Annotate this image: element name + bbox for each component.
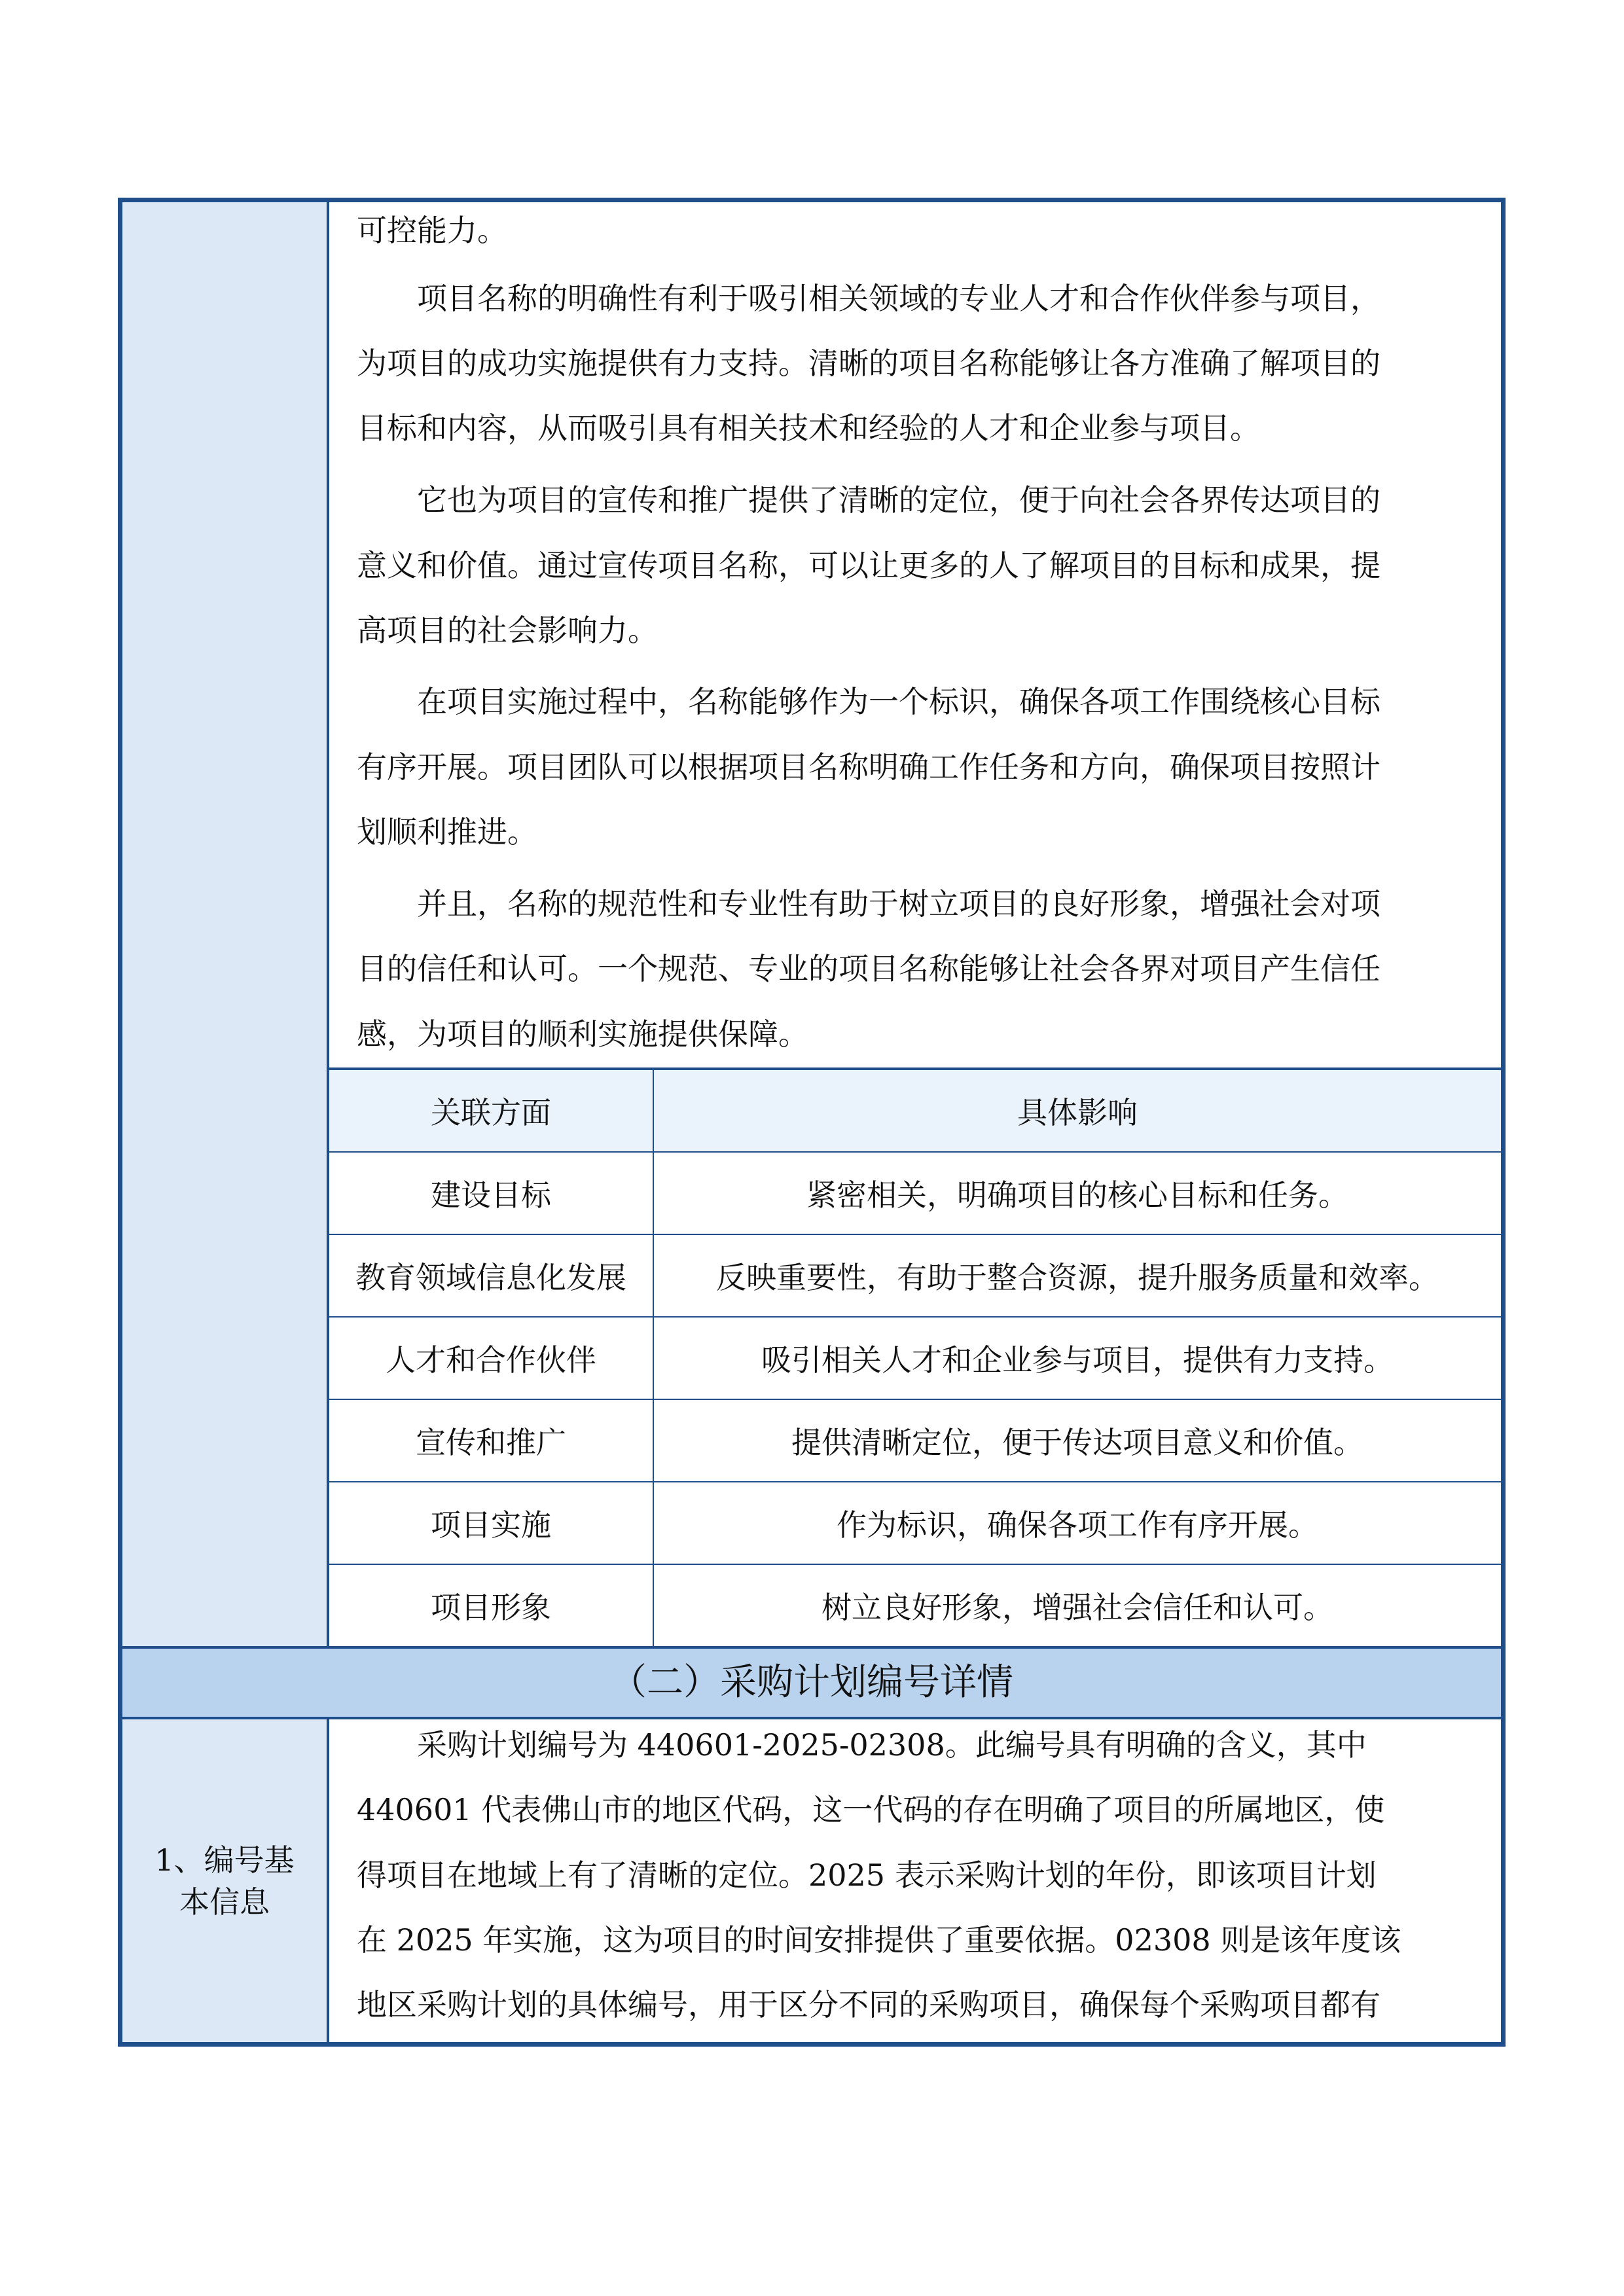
table-cell: 树立良好形象，增强社会信任和认可。 bbox=[821, 1590, 1333, 1625]
table-cell: 作为标识，确保各项工作有序开展。 bbox=[653, 1482, 1501, 1564]
table-cell: 教育领域信息化发展 bbox=[329, 1234, 653, 1317]
number-info-block bbox=[122, 1719, 1501, 2042]
table-cell: 反映重要性，有助于整合资源，提升服务质量和效率。 bbox=[653, 1234, 1501, 1317]
paragraph-line: 有序开展。项目团队可以根据项目名称明确工作任务和方向，确保项目按照计 bbox=[357, 749, 1380, 785]
paragraph-line: 意义和价值。通过宣传项目名称，可以让更多的人了解项目的目标和成果，提 bbox=[357, 548, 1380, 583]
table-cell: 项目实施 bbox=[329, 1482, 653, 1564]
table-row bbox=[329, 1482, 1501, 1564]
name-significance-block bbox=[122, 202, 1501, 1646]
significance-paragraphs bbox=[329, 202, 1501, 1067]
section-title: （二）采购计划编号详情 bbox=[122, 1646, 1501, 1719]
paragraph-line: 高项目的社会影响力。 bbox=[357, 613, 658, 648]
paragraph-line: 目的信任和认可。一个规范、专业的项目名称能够让社会各界对项目产生信任 bbox=[357, 951, 1380, 986]
paragraph-line: 采购计划编号为 440601-2025-02308。此编号具有明确的含义，其中 bbox=[417, 1727, 1367, 1763]
number-info-label-cell bbox=[122, 1719, 329, 2042]
left-label-cell bbox=[122, 202, 329, 1646]
paragraph-line: 可控能力。 bbox=[357, 213, 507, 248]
number-info-label: 1、编号基本信息 bbox=[154, 1842, 295, 1920]
paragraph-line: 目标和内容，从而吸引具有相关技术和经验的人才和企业参与项目。 bbox=[357, 410, 1260, 446]
paragraph-line: 在项目实施过程中，名称能够作为一个标识，确保各项工作围绕核心目标 bbox=[417, 684, 1380, 719]
paragraph-line: 440601 代表佛山市的地区代码，这一代码的存在明确了项目的所属地区，使 bbox=[357, 1792, 1385, 1827]
table-header-cell: 关联方面 bbox=[329, 1069, 653, 1152]
paragraph-line: 感，为项目的顺利实施提供保障。 bbox=[357, 1016, 808, 1052]
paragraph-line: 得项目在地域上有了清晰的定位。2025 表示采购计划的年份，即该项目计划 bbox=[357, 1857, 1377, 1893]
table-row bbox=[329, 1317, 1501, 1399]
right-content-cell bbox=[329, 202, 1501, 1646]
table-cell: 提供清晰定位，便于传达项目意义和价值。 bbox=[653, 1399, 1501, 1482]
table-header-cell: 具体影响 bbox=[653, 1069, 1501, 1152]
paragraph-line: 项目名称的明确性有利于吸引相关领域的专业人才和合作伙伴参与项目， bbox=[417, 281, 1380, 316]
paragraph-line: 地区采购计划的具体编号，用于区分不同的采购项目，确保每个采购项目都有 bbox=[357, 1987, 1380, 2022]
table-header-row bbox=[329, 1069, 1501, 1152]
table-row bbox=[329, 1399, 1501, 1482]
table-cell: 宣传和推广 bbox=[329, 1399, 653, 1482]
paragraph-line: 为项目的成功实施提供有力支持。清晰的项目名称能够让各方准确了解项目的 bbox=[357, 346, 1380, 381]
table-cell: 项目形象 bbox=[329, 1564, 653, 1646]
table-cell: 建设目标 bbox=[329, 1152, 653, 1234]
table-row bbox=[329, 1152, 1501, 1234]
document-frame bbox=[118, 198, 1506, 2047]
paragraph-line: 并且，名称的规范性和专业性有助于树立项目的良好形象，增强社会对项 bbox=[417, 886, 1380, 922]
table-cell: 吸引相关人才和企业参与项目，提供有力支持。 bbox=[653, 1317, 1501, 1399]
table-cell: 人才和合作伙伴 bbox=[329, 1317, 653, 1399]
paragraph-line: 在 2025 年实施，这为项目的时间安排提供了重要依据。02308 则是该年度该 bbox=[357, 1922, 1401, 1958]
table-row bbox=[329, 1234, 1501, 1317]
table-cell: 紧密相关，明确项目的核心目标和任务。 bbox=[653, 1152, 1501, 1234]
table-row bbox=[329, 1564, 1501, 1646]
impact-table bbox=[329, 1067, 1501, 1646]
paragraph-line: 划顺利推进。 bbox=[357, 814, 537, 850]
paragraph-line: 它也为项目的宣传和推广提供了清晰的定位，便于向社会各界传达项目的 bbox=[417, 482, 1380, 518]
number-info-content bbox=[329, 1719, 1501, 2042]
